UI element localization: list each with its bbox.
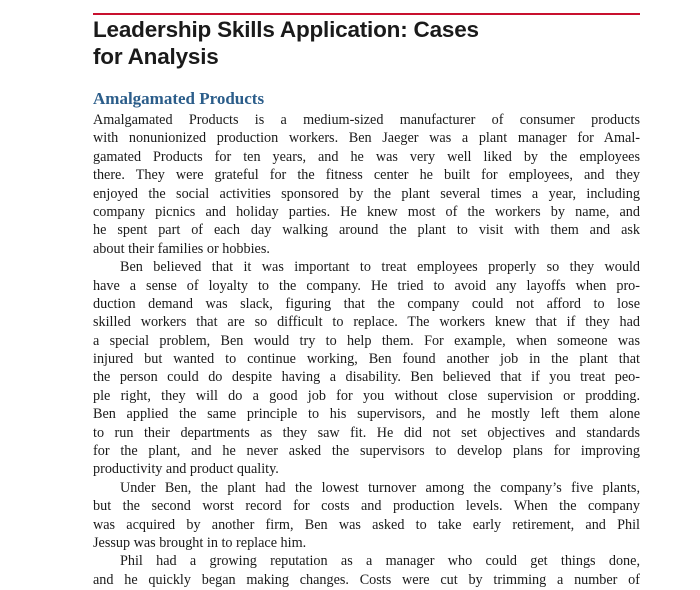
paragraph-line: skilled workers that are so difficult to replace. The workers knew that if they had bbox=[93, 314, 640, 331]
paragraph-line: Jessup was brought in to replace him. bbox=[93, 534, 307, 551]
paragraph bbox=[93, 479, 640, 553]
paragraph-line: about their families or hobbies. bbox=[93, 240, 270, 257]
case-title: Amalgamated Products bbox=[93, 89, 265, 108]
paragraph-line: with nonunionized production workers. Ben Jaeger was a plant manager for Amal- bbox=[93, 130, 640, 147]
header-rule bbox=[93, 13, 640, 15]
paragraph-line: Ben applied the same principle to his supervisors, and he mostly left them alone bbox=[93, 406, 640, 423]
paragraph-line: but the second worst record for costs and production levels. When the company bbox=[93, 498, 640, 515]
paragraph-line: for the plant, and he never asked the supervisors to develop plans for improving bbox=[93, 443, 640, 460]
paragraph-line: the person could do despite having a disability. Ben believed that if you treat peo- bbox=[93, 369, 640, 386]
paragraph-line: and he quickly began making changes. Costs were cut by trimming a number of bbox=[93, 571, 640, 588]
chapter-title bbox=[93, 16, 640, 70]
case-body bbox=[93, 111, 640, 589]
paragraph-line: he spent part of each day walking around the plant to visit with them and ask bbox=[93, 222, 640, 239]
paragraph-line: injured but wanted to continue working, Ben found another job in the plant that bbox=[93, 351, 640, 368]
paragraph-line: Amalgamated Products is a medium-sized manufacturer of consumer products bbox=[93, 112, 640, 128]
paragraph bbox=[93, 111, 640, 258]
chapter-title-line: for Analysis bbox=[93, 44, 219, 69]
chapter-title-line: Leadership Skills Application: Cases bbox=[93, 17, 479, 42]
paragraph-line: have a sense of loyalty to the company. He tried to avoid any layoffs when pro- bbox=[93, 277, 640, 294]
paragraph bbox=[93, 552, 640, 589]
paragraph-line: there. They were grateful for the fitness center he built for employees, and they bbox=[93, 167, 640, 184]
paragraph-line: enjoyed the social activities sponsored by the plant several times a year, including bbox=[93, 185, 640, 202]
paragraph-line: productivity and product quality. bbox=[93, 461, 279, 478]
paragraph bbox=[93, 258, 640, 479]
paragraph-line: Ben believed that it was important to treat employees properly so they would bbox=[120, 259, 640, 276]
paragraph-line: ple right, they will do a good job for you without close supervision or prodding. bbox=[93, 387, 640, 404]
paragraph-line: Under Ben, the plant had the lowest turnover among the company’s five plants, bbox=[120, 479, 640, 496]
paragraph-line: company picnics and holiday parties. He knew most of the workers by name, and bbox=[93, 203, 640, 220]
paragraph-line: was acquired by another firm, Ben was asked to take early retirement, and Phil bbox=[93, 516, 640, 533]
paragraph-line: a special problem, Ben would try to help them. For example, when someone was bbox=[93, 332, 640, 349]
paragraph-line: to run their departments as they saw fit. He did not set objectives and standards bbox=[93, 424, 640, 441]
paragraph-line: gamated Products for ten years, and he was very well liked by the employees bbox=[93, 148, 640, 165]
paragraph-line: Phil had a growing reputation as a manager who could get things done, bbox=[120, 553, 640, 570]
paragraph-line: duction demand was slack, figuring that the company could not afford to lose bbox=[93, 295, 640, 312]
